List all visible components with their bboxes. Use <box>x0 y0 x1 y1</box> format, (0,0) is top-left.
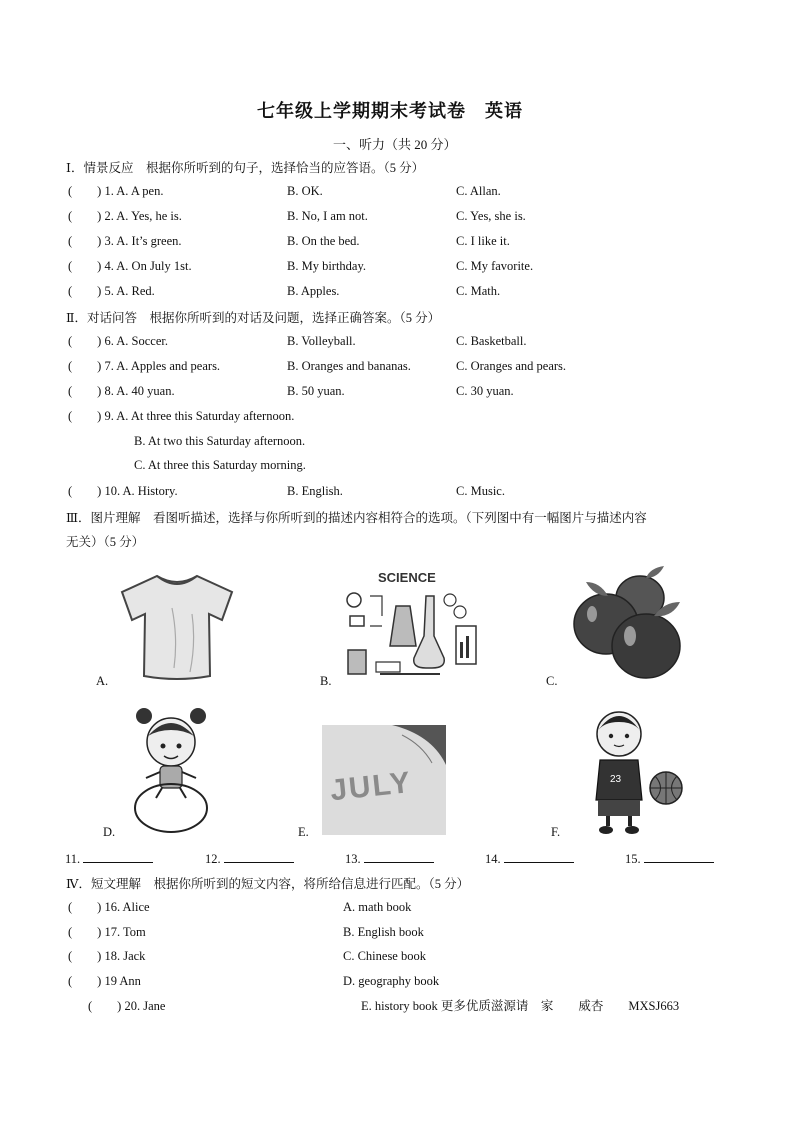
apples-image <box>568 562 693 684</box>
picture-label-c: C. <box>546 674 558 688</box>
q8-c: C. 30 yuan. <box>456 384 514 398</box>
match-right-d: D. geography book <box>343 974 440 988</box>
q10-a: ( ) 10. A. History. <box>68 484 178 498</box>
part3-heading-line1: Ⅲ．图片理解 看图听描述，选择与你所听到的描述内容相符合的选项。（下列图中有一幅图片与描述内容 <box>66 511 647 525</box>
q4-a: ( ) 4. A. On July 1st. <box>68 259 192 273</box>
q8-a: ( ) 8. A. 40 yuan. <box>68 384 175 398</box>
picture-label-f: F. <box>551 825 561 839</box>
q1-c: C. Allan. <box>456 184 501 198</box>
july-word: JULY <box>328 765 414 808</box>
answer-blank-13[interactable]: 13. <box>345 850 434 867</box>
science-word: SCIENCE <box>378 570 436 585</box>
july-letters-image <box>322 725 446 835</box>
girl-jumping-rope-image <box>130 704 212 836</box>
match-left-20: ( ) 20. Jane <box>88 999 166 1013</box>
q9-c: C. At three this Saturday morning. <box>134 458 306 472</box>
boy-basketball-image <box>574 708 689 836</box>
answer-blank-14[interactable]: 14. <box>485 850 574 867</box>
q10-b: B. English. <box>287 484 343 498</box>
q9-b: B. At two this Saturday afternoon. <box>134 434 306 448</box>
q6-b: B. Volleyball. <box>287 334 356 348</box>
q10-c: C. Music. <box>456 484 505 498</box>
match-left-17: ( ) 17. Tom <box>68 925 146 939</box>
answer-blank-15[interactable]: 15. <box>625 850 714 867</box>
match-left-16: ( ) 16. Alice <box>68 900 150 914</box>
picture-label-d: D. <box>103 825 116 839</box>
match-left-19: ( ) 19 Ann <box>68 974 141 988</box>
q3-a: ( ) 3. A. It’s green. <box>68 234 182 248</box>
q1-b: B. OK. <box>287 184 323 198</box>
tshirt-image <box>112 568 242 683</box>
part2-heading: Ⅱ．对话问答 根据你所听到的对话及问题，选择正确答案。（5 分） <box>66 311 441 325</box>
q5-b: B. Apples. <box>287 284 340 298</box>
q7-b: B. Oranges and bananas. <box>287 359 411 373</box>
picture-label-e: E. <box>298 825 309 839</box>
answer-blank-12[interactable]: 12. <box>205 850 294 867</box>
match-right-b: B. English book <box>343 925 424 939</box>
page-title: 七年级上学期期末考试卷 英语 <box>257 101 523 121</box>
answer-blank-11[interactable]: 11. <box>65 850 153 867</box>
q7-a: ( ) 7. A. Apples and pears. <box>68 359 221 373</box>
q6-a: ( ) 6. A. Soccer. <box>68 334 168 348</box>
q4-c: C. My favorite. <box>456 259 534 273</box>
match-right-e: E. history book 更多优质滋源请 家 威杏 MXSJ663 <box>361 999 680 1013</box>
q5-c: C. Math. <box>456 284 501 298</box>
q9-a: ( ) 9. A. At three this Saturday afternoon. <box>68 409 295 423</box>
jersey-number: 23 <box>610 774 622 785</box>
part4-heading: Ⅳ．短文理解 根据你所听到的短文内容，将所给信息进行匹配。（5 分） <box>66 877 470 891</box>
match-left-18: ( ) 18. Jack <box>68 949 146 963</box>
q2-c: C. Yes, she is. <box>456 209 526 223</box>
listening-subtitle: 一、听力（共 20 分） <box>333 137 457 152</box>
match-right-c: C. Chinese book <box>343 949 426 963</box>
part1-heading: Ⅰ．情景反应 根据你所听到的句子，选择恰当的应答语。（5 分） <box>66 161 425 175</box>
q2-b: B. No, I am not. <box>287 209 368 223</box>
q3-b: B. On the bed. <box>287 234 360 248</box>
q7-c: C. Oranges and pears. <box>456 359 567 373</box>
picture-label-a: A. <box>96 674 109 688</box>
part3-heading-line2: 无关）（5 分） <box>66 535 145 549</box>
q5-a: ( ) 5. A. Red. <box>68 284 155 298</box>
match-right-a: A. math book <box>343 900 412 914</box>
q1-a: ( ) 1. A. A pen. <box>68 184 164 198</box>
q6-c: C. Basketball. <box>456 334 527 348</box>
q2-a: ( ) 2. A. Yes, he is. <box>68 209 182 223</box>
q8-b: B. 50 yuan. <box>287 384 345 398</box>
picture-label-b: B. <box>320 674 332 688</box>
q3-c: C. I like it. <box>456 234 510 248</box>
q4-b: B. My birthday. <box>287 259 367 273</box>
science-lab-image <box>340 566 485 686</box>
